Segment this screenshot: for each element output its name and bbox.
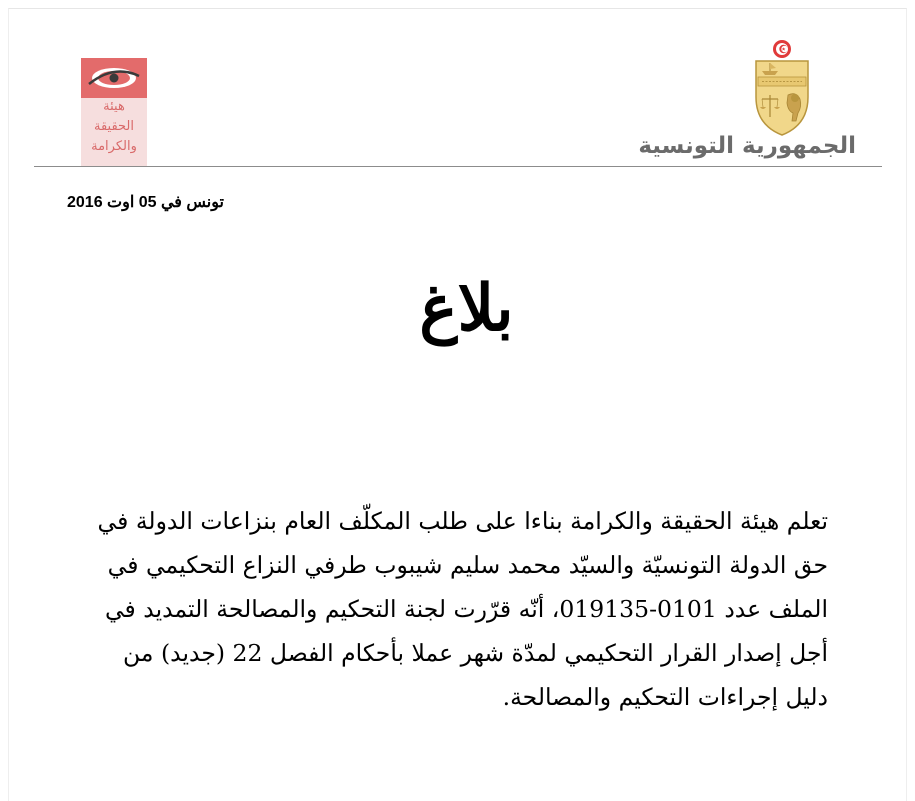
header-divider: [34, 166, 882, 167]
document-heading: بلاغ: [419, 271, 514, 346]
truth-dignity-commission-logo-text: هيئة الحقيقة والكرامة: [91, 99, 137, 154]
body-line-2: حق الدولة التونسيّة والسيّد محمد سليم شيبوب طرفي النزاع التحكيمي في: [107, 551, 828, 579]
document-page: [8, 8, 907, 801]
document-date: تونس في 05 اوت 2016: [67, 194, 224, 211]
body-line-4: أجل إصدار القرار التحكيمي لمدّة شهر عملا بأحكام الفصل 22 (جديد) من: [123, 639, 828, 667]
tunisia-coat-of-arms-icon: [752, 37, 812, 137]
body-line-1: تعلم هيئة الحقيقة والكرامة بناءا على طلب المكلّف العام بنزاعات الدولة في: [97, 507, 828, 535]
document-body: [57, 499, 828, 719]
body-line-3: الملف عدد 0101-019135، أنّه قرّرت لجنة التحكيم والمصالحة التمديد في: [104, 595, 828, 623]
republic-name: الجمهورية التونسية: [638, 133, 856, 159]
body-line-5: دليل إجراءات التحكيم والمصالحة.: [502, 683, 828, 711]
